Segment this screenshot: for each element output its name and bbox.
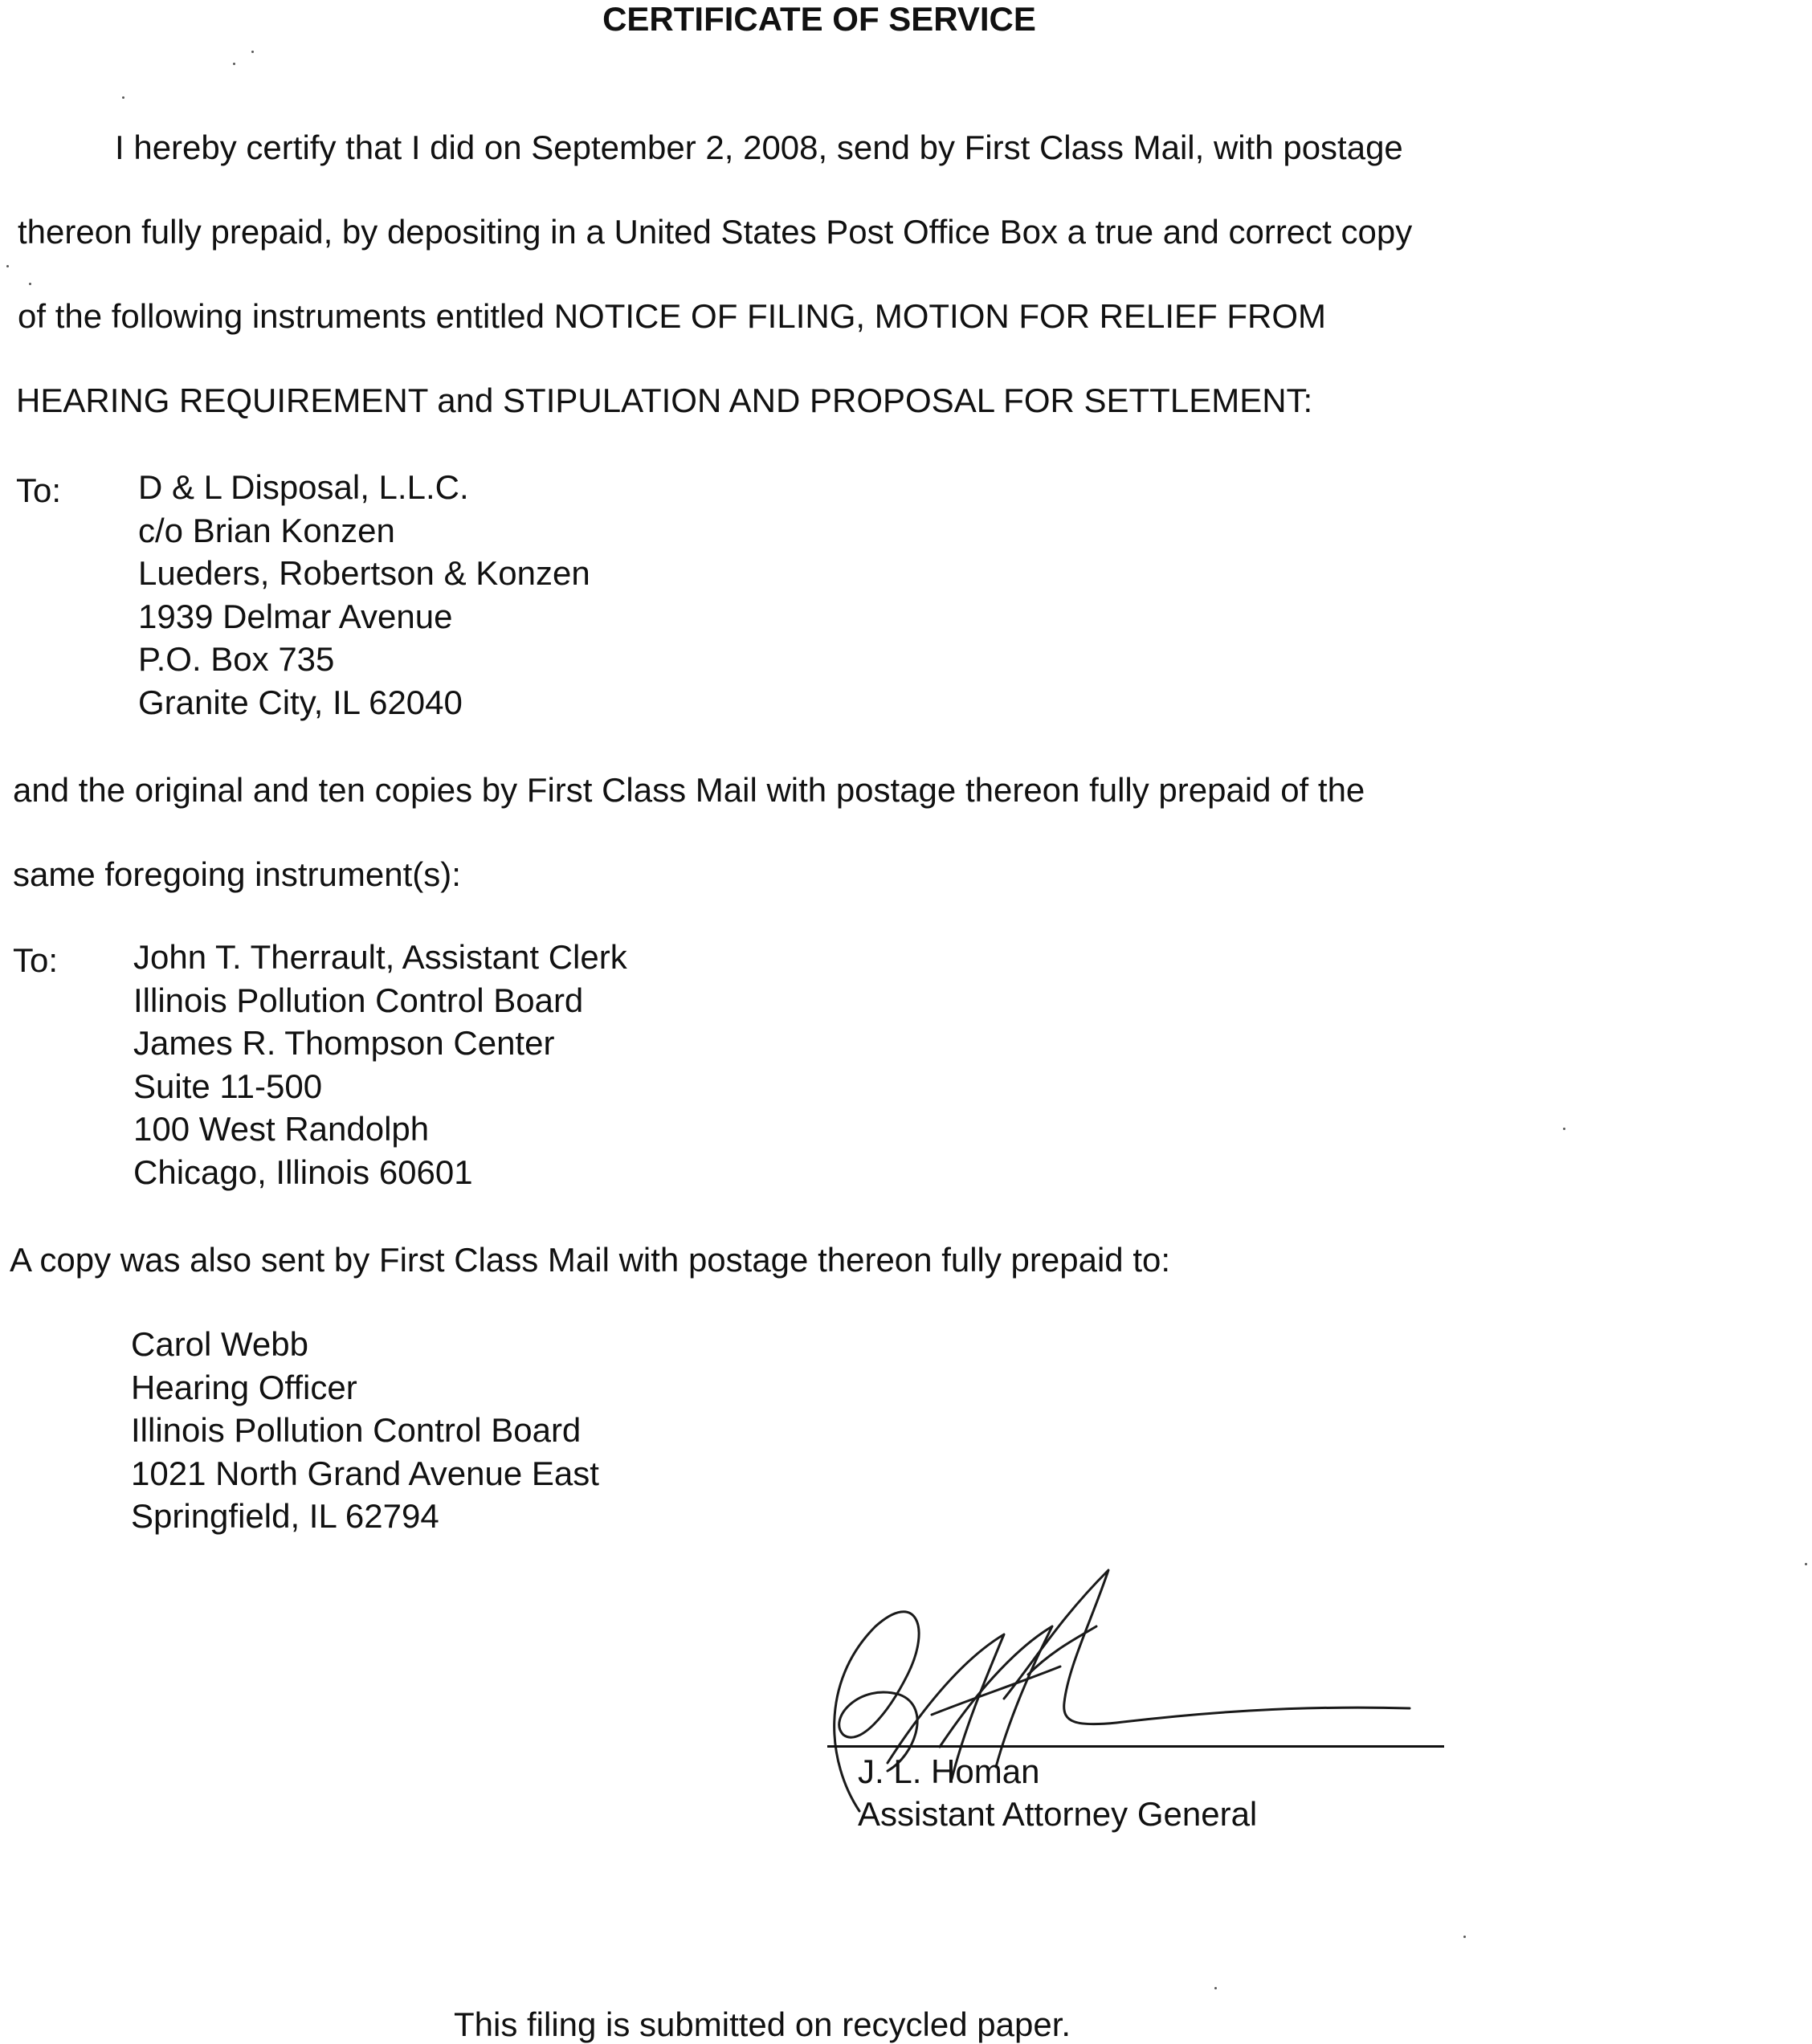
signer-title: Assistant Attorney General (858, 1795, 1258, 1833)
address-line: Illinois Pollution Control Board (133, 981, 584, 1019)
address-line: 1021 North Grand Avenue East (131, 1454, 599, 1492)
address-line: Hearing Officer (131, 1368, 357, 1406)
address-line: Illinois Pollution Control Board (131, 1411, 582, 1449)
scan-speck (1214, 1987, 1217, 1989)
address-line: D & L Disposal, L.L.C. (138, 468, 469, 506)
signature-line (827, 1745, 1444, 1748)
to-label: To: (16, 471, 62, 509)
to-label: To: (13, 941, 59, 979)
signer-name: J. L. Homan (858, 1752, 1040, 1790)
body-line: I hereby certify that I did on September 2, 2008, send by First Class Mail, with postage (115, 129, 1403, 166)
address-line: Suite 11-500 (133, 1067, 323, 1105)
page-title: CERTIFICATE OF SERVICE (602, 0, 1036, 38)
body-line: thereon fully prepaid, by depositing in a United States Post Office Box a true and correct copy (18, 213, 1413, 251)
address-line: Chicago, Illinois 60601 (133, 1153, 473, 1191)
address-line: 100 West Randolph (133, 1110, 430, 1148)
address-line: Granite City, IL 62040 (138, 683, 463, 721)
footer-note: This filing is submitted on recycled paper. (454, 2005, 1071, 2043)
address-line: John T. Therrault, Assistant Clerk (133, 938, 627, 976)
address-line: c/o Brian Konzen (138, 511, 395, 549)
body-line: of the following instruments entitled NOTICE OF FILING, MOTION FOR RELIEF FROM (18, 297, 1327, 335)
scan-speck (122, 96, 124, 99)
address-block-recipient-3 (131, 1323, 599, 1538)
scan-speck (251, 51, 254, 53)
scan-speck (29, 283, 31, 285)
scan-speck (233, 63, 235, 65)
scan-speck (1805, 1563, 1807, 1565)
body-line: and the original and ten copies by First Class Mail with postage thereon fully prepaid of the (13, 771, 1365, 809)
address-block-recipient-1 (138, 466, 590, 724)
body-line: same foregoing instrument(s): (13, 855, 461, 893)
scan-speck (1563, 1128, 1565, 1130)
address-line: Springfield, IL 62794 (131, 1497, 439, 1535)
address-line: P.O. Box 735 (138, 640, 335, 678)
address-block-recipient-2 (133, 936, 627, 1193)
scan-speck (1463, 1936, 1466, 1938)
address-line: James R. Thompson Center (133, 1024, 555, 1062)
scan-speck (6, 265, 9, 267)
body-line: A copy was also sent by First Class Mail with postage thereon fully prepaid to: (10, 1241, 1171, 1279)
body-line: HEARING REQUIREMENT and STIPULATION AND PROPOSAL FOR SETTLEMENT: (16, 381, 1313, 419)
address-line: Carol Webb (131, 1325, 308, 1363)
address-line: Lueders, Robertson & Konzen (138, 554, 590, 592)
address-line: 1939 Delmar Avenue (138, 597, 453, 635)
